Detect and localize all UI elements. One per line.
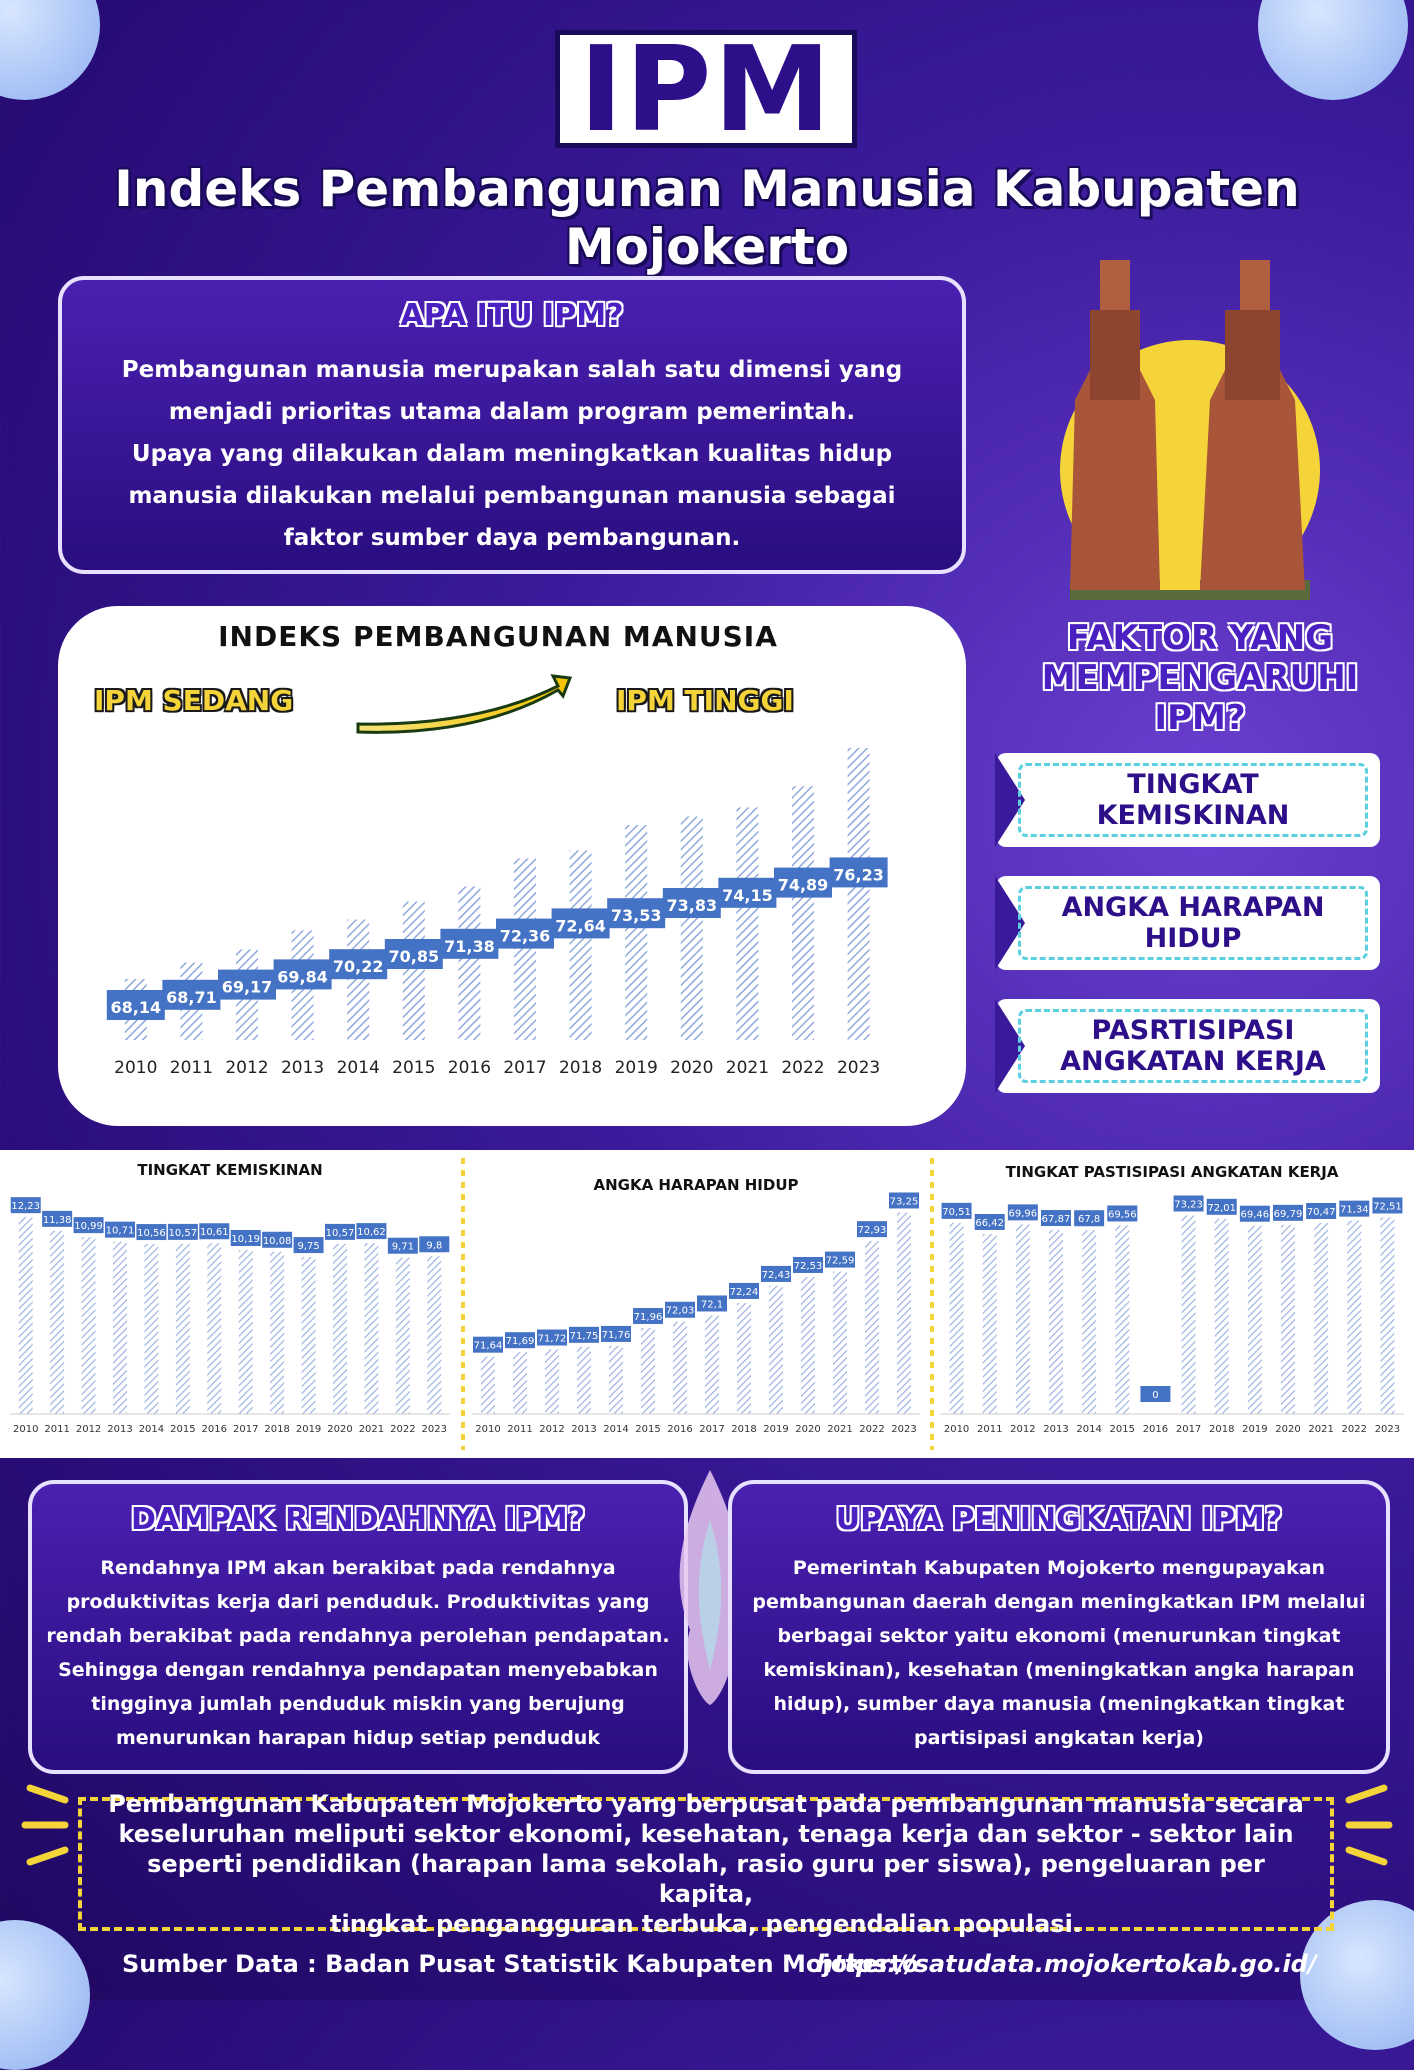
- tag-ipm-tinggi: IPM TINGGI: [616, 684, 794, 717]
- data-label: 71,69: [505, 1336, 535, 1348]
- data-label: 72,36: [499, 926, 551, 946]
- bar: [1016, 1224, 1030, 1414]
- data-label: 71,72: [537, 1333, 567, 1345]
- corner-decoration: [0, 0, 100, 100]
- bar-ipm-2019: [625, 825, 647, 1040]
- text-line: tingginya jumlah penduduk miskin yang berujung: [91, 1693, 625, 1715]
- small-charts: [0, 1150, 1414, 1458]
- tick-label: 2019: [1242, 1424, 1268, 1435]
- factor-item-harapan-hidup: [996, 876, 1380, 970]
- bar-ipm-2023: [848, 748, 870, 1040]
- bar: [737, 1303, 751, 1414]
- text-line: Pemerintah Kabupaten Mojokerto mengupayakan: [792, 1557, 1326, 1579]
- bar: [545, 1350, 559, 1414]
- data-label: 9,8: [426, 1240, 443, 1252]
- text-line: produktivitas kerja dari penduduk. Produktivitas yang: [66, 1591, 650, 1613]
- tick-label: 2013: [280, 1058, 325, 1078]
- data-label: 69,46: [1240, 1209, 1270, 1221]
- text-line: Sehingga dengan rendahnya pendapatan menyebabkan: [58, 1659, 658, 1681]
- text-line: menurunkan harapan hidup setiap penduduk: [116, 1727, 600, 1749]
- data-label: 67,87: [1041, 1214, 1071, 1226]
- tick-label: 2010: [943, 1424, 970, 1435]
- bar: [1281, 1225, 1295, 1414]
- bar: [113, 1242, 127, 1414]
- tick-label: 2013: [571, 1424, 597, 1435]
- data-label: 72,51: [1373, 1201, 1402, 1213]
- bar: [1082, 1230, 1096, 1414]
- data-label: 74,15: [722, 885, 773, 905]
- apa-itu-panel: [58, 276, 966, 574]
- data-label: 72,1: [700, 1299, 724, 1311]
- data-label: 72,43: [761, 1269, 791, 1281]
- data-label: 71,38: [444, 936, 495, 956]
- apa-itu-heading: APA ITU IPM?: [400, 298, 624, 333]
- tick-label: 2021: [1308, 1424, 1334, 1435]
- data-label: 69,84: [277, 967, 328, 987]
- tick-label: 2015: [392, 1058, 436, 1078]
- data-label: 72,01: [1207, 1202, 1237, 1214]
- tick-label: 2020: [327, 1424, 353, 1435]
- bar: [769, 1286, 783, 1414]
- sparkle-icon: [20, 1780, 70, 1870]
- tick-label: 2013: [1043, 1424, 1069, 1435]
- data-label: 10,57: [168, 1227, 198, 1239]
- text-line: kemiskinan), kesehatan (meningkatkan angka harapan: [763, 1659, 1355, 1681]
- dampak-text: [32, 1551, 684, 1755]
- text-line: tingkat pengangguran terbuka, pengendalian populasi.: [330, 1910, 1082, 1938]
- bar: [1347, 1221, 1361, 1414]
- bar: [176, 1244, 190, 1414]
- tick-label: 2023: [421, 1424, 448, 1435]
- data-label: 0: [1152, 1390, 1159, 1401]
- tick-label: 2021: [725, 1058, 770, 1078]
- bar: [1182, 1216, 1196, 1414]
- text-line: rendah berakibat pada rendahnya perolehan pendapatan.: [46, 1625, 670, 1647]
- bar-ipm-2018: [570, 850, 592, 1040]
- tick-label: 2019: [295, 1424, 322, 1435]
- tick-label: 2011: [507, 1424, 533, 1435]
- text-line: Pembangunan manusia merupakan salah satu dimensi yang: [121, 357, 903, 383]
- bar-ipm-2014: [347, 920, 369, 1040]
- bar: [1248, 1226, 1262, 1414]
- upaya-heading: UPAYA PENINGKATAN IPM?: [835, 1502, 1283, 1537]
- bar: [239, 1250, 253, 1414]
- data-label: 70,51: [942, 1206, 971, 1218]
- bar: [207, 1243, 221, 1414]
- tick-label: 2015: [1109, 1424, 1136, 1435]
- tick-label: 2017: [503, 1058, 547, 1078]
- bar-ipm-2015: [403, 902, 425, 1040]
- tick-label: 2014: [603, 1424, 629, 1435]
- data-label: 67,8: [1078, 1214, 1101, 1226]
- bar: [513, 1352, 527, 1414]
- sparkle-icon: [1344, 1780, 1394, 1870]
- dampak-heading: DAMPAK RENDAHNYA IPM?: [130, 1502, 586, 1537]
- data-label: 72,24: [729, 1286, 759, 1298]
- bar: [833, 1272, 847, 1414]
- bar: [1049, 1230, 1063, 1414]
- text-line: seperti pendidikan (harapan lama sekolah, rasio guru per siswa), pengeluaran per kapita,: [147, 1850, 1265, 1908]
- data-label: 9,75: [297, 1241, 320, 1253]
- bar: [19, 1217, 33, 1414]
- tick-label: 2022: [859, 1424, 885, 1435]
- data-label: 72,59: [825, 1255, 855, 1267]
- factor-line: HIDUP: [1144, 923, 1242, 954]
- tick-label: 2014: [336, 1058, 380, 1078]
- bar: [673, 1322, 687, 1414]
- data-label: 72,64: [555, 916, 606, 936]
- heading-line: FAKTOR YANG: [1066, 618, 1334, 658]
- factor-label: [1018, 763, 1368, 837]
- tick-label: 2016: [447, 1058, 492, 1078]
- tick-label: 2010: [12, 1424, 39, 1435]
- tick-label: 2023: [1374, 1424, 1401, 1435]
- bar: [50, 1231, 64, 1414]
- tick-label: 2019: [614, 1058, 658, 1078]
- text-line: faktor sumber daya pembangunan.: [283, 525, 741, 551]
- chart-title: TINGKAT PASTISIPASI ANGKATAN KERJA: [1005, 1163, 1339, 1181]
- data-label: 71,64: [473, 1340, 503, 1352]
- bar: [1314, 1223, 1328, 1414]
- data-label: 74,89: [777, 875, 829, 895]
- data-label: 69,79: [1273, 1208, 1303, 1220]
- tick-label: 2020: [670, 1058, 714, 1078]
- tick-label: 2016: [1142, 1424, 1169, 1435]
- data-label: 70,22: [332, 957, 384, 977]
- bar: [897, 1212, 911, 1414]
- factor-line: ANGKATAN KERJA: [1060, 1046, 1326, 1077]
- data-label: 72,03: [665, 1305, 695, 1317]
- chart-title: ANGKA HARAPAN HIDUP: [593, 1176, 799, 1194]
- data-label: 72,53: [793, 1260, 823, 1272]
- upaya-text: [732, 1551, 1386, 1755]
- factor-item-angkatan-kerja: [996, 999, 1380, 1093]
- data-label: 73,25: [889, 1196, 919, 1208]
- apa-itu-text: [62, 349, 962, 559]
- bar: [577, 1347, 591, 1414]
- tick-label: 2016: [667, 1424, 693, 1435]
- bar: [801, 1277, 815, 1414]
- tick-label: 2014: [1076, 1424, 1102, 1435]
- source-text: Sumber Data : Badan Pusat Statistik Kabupaten Mojokerto: [122, 1950, 919, 1978]
- tick-label: 2012: [539, 1424, 565, 1435]
- bar: [364, 1243, 378, 1414]
- data-label: 10,99: [74, 1221, 103, 1233]
- factor-line: TINGKAT: [1127, 769, 1259, 800]
- tick-label: 2018: [264, 1424, 290, 1435]
- tick-label: 2015: [170, 1424, 196, 1435]
- data-label: 10,57: [325, 1227, 355, 1239]
- text-line: Pembangunan Kabupaten Mojokerto yang berpusat pada pembangunan manusia secara: [108, 1790, 1304, 1818]
- bar: [302, 1257, 316, 1414]
- tick-label: 2021: [827, 1424, 853, 1435]
- data-label: 10,71: [105, 1225, 135, 1237]
- tick-label: 2018: [558, 1058, 603, 1078]
- tick-label: 2014: [138, 1424, 165, 1435]
- bar-ipm-2020: [681, 816, 703, 1040]
- upaya-panel: [728, 1480, 1390, 1774]
- bar: [865, 1241, 879, 1414]
- dampak-panel: [28, 1480, 688, 1774]
- text-line: berbagai sektor yaitu ekonomi (menurunkan tingkat: [777, 1625, 1341, 1647]
- data-label: 10,08: [262, 1235, 292, 1247]
- data-label: 10,62: [357, 1227, 386, 1239]
- text-line: hidup), sumber daya manusia (meningkatkan tingkat: [773, 1693, 1345, 1715]
- tick-label: 2023: [836, 1058, 881, 1078]
- data-label: 66,42: [975, 1217, 1005, 1229]
- tick-label: 2011: [44, 1424, 70, 1435]
- bar: [481, 1357, 495, 1414]
- bar: [1215, 1219, 1229, 1414]
- bar: [1380, 1217, 1394, 1414]
- tick-label: 2018: [1208, 1424, 1235, 1435]
- text-line: menjadi prioritas utama dalam program pemerintah.: [168, 399, 856, 425]
- bar: [396, 1258, 410, 1414]
- data-label: 10,56: [137, 1228, 166, 1240]
- data-label: 10,61: [199, 1227, 229, 1239]
- text-line: manusia dilakukan melalui pembangunan manusia sebagai: [128, 483, 896, 509]
- temple-illustration: [1030, 250, 1340, 600]
- data-label: 70,85: [388, 947, 440, 966]
- data-label: 70,47: [1306, 1206, 1336, 1218]
- tick-label: 2017: [1175, 1424, 1202, 1435]
- data-label: 71,96: [633, 1312, 663, 1324]
- tick-label: 2023: [891, 1424, 917, 1435]
- data-label: 68,71: [166, 987, 217, 1007]
- bar: [427, 1256, 441, 1414]
- corner-decoration: [1258, 0, 1408, 100]
- factors-heading: [1000, 618, 1400, 738]
- data-label: 10,19: [231, 1234, 261, 1246]
- tick-label: 2022: [1341, 1424, 1368, 1435]
- text-line: pembangunan daerah dengan meningkatkan IPM melalui: [752, 1591, 1366, 1613]
- tick-label: 2012: [225, 1058, 269, 1078]
- heading-line: IPM?: [1154, 698, 1246, 738]
- factor-label: [1018, 886, 1368, 960]
- data-label: 76,23: [833, 865, 884, 885]
- tick-label: 2021: [358, 1424, 385, 1435]
- bar: [641, 1328, 655, 1414]
- data-label: 69,17: [221, 977, 273, 997]
- tick-label: 2012: [1010, 1424, 1036, 1435]
- data-label: 68,14: [110, 998, 162, 1017]
- bar: [983, 1234, 997, 1414]
- bar-ipm-2021: [736, 807, 758, 1040]
- summary-box: [78, 1790, 1334, 1938]
- data-label: 73,53: [610, 906, 662, 926]
- tick-label: 2011: [169, 1058, 214, 1078]
- tick-label: 2011: [976, 1424, 1003, 1435]
- tick-label: 2012: [75, 1424, 102, 1435]
- bar: [333, 1244, 347, 1414]
- text-line: keseluruhan meliputi sektor ekonomi, kesehatan, tenaga kerja dan sektor - sektor lain: [118, 1820, 1294, 1848]
- text-line: partisipasi angkatan kerja): [914, 1727, 1204, 1749]
- data-label: 12,23: [11, 1201, 41, 1213]
- data-label: 69,96: [1008, 1208, 1038, 1220]
- tick-label: 2020: [1275, 1424, 1301, 1435]
- factor-line: PASRTISIPASI: [1091, 1015, 1295, 1046]
- bar: [950, 1223, 964, 1414]
- factor-item-kemiskinan: [996, 753, 1380, 847]
- bar: [270, 1252, 284, 1414]
- factor-line: ANGKA HARAPAN: [1061, 892, 1325, 923]
- data-label: 9,71: [391, 1241, 414, 1253]
- tick-label: 2010: [475, 1424, 501, 1435]
- tick-label: 2017: [232, 1424, 259, 1435]
- data-label: 73,83: [666, 896, 718, 915]
- data-label: 73,23: [1174, 1199, 1203, 1211]
- tag-ipm-sedang: IPM SEDANG: [94, 684, 294, 717]
- source-link[interactable]: https://satudata.mojokertokab.go.id/: [816, 1950, 1317, 1978]
- chart-title: TINGKAT KEMISKINAN: [137, 1161, 323, 1179]
- tick-label: 2017: [699, 1424, 725, 1435]
- data-label: 71,34: [1339, 1204, 1369, 1216]
- heading-line: MEMPENGARUHI: [1041, 658, 1359, 698]
- factor-label: [1018, 1009, 1368, 1083]
- bar-ipm-2016: [458, 886, 480, 1040]
- bar-ipm-2017: [514, 858, 536, 1040]
- data-label: 69,56: [1107, 1209, 1137, 1221]
- bar: [144, 1244, 158, 1414]
- tick-label: 2022: [390, 1424, 416, 1435]
- tick-label: 2015: [635, 1424, 661, 1435]
- data-label: 72,93: [857, 1225, 887, 1237]
- tick-label: 2013: [107, 1424, 133, 1435]
- text-line: Upaya yang dilakukan dalam meningkatkan kualitas hidup: [131, 441, 893, 467]
- page-title: IPM: [555, 30, 857, 148]
- data-label: 71,76: [601, 1329, 631, 1341]
- tick-label: 2019: [763, 1424, 789, 1435]
- bar: [705, 1315, 719, 1414]
- tick-label: 2018: [731, 1424, 757, 1435]
- tick-label: 2020: [795, 1424, 821, 1435]
- factor-line: KEMISKINAN: [1096, 800, 1290, 831]
- data-label: 71,75: [569, 1330, 599, 1342]
- page-subtitle: Indeks Pembangunan Manusia Kabupaten Mojokerto: [114, 160, 1300, 276]
- corner-decoration: [0, 1920, 90, 2070]
- bar-ipm-2022: [792, 786, 814, 1040]
- tick-label: 2022: [781, 1058, 825, 1078]
- chart-title: INDEKS PEMBANGUNAN MANUSIA: [218, 620, 778, 653]
- tick-label: 2016: [201, 1424, 228, 1435]
- trend-arrow-icon: [358, 676, 570, 732]
- tick-label: 2010: [114, 1058, 158, 1078]
- data-label: 11,38: [42, 1214, 72, 1226]
- bar: [82, 1237, 96, 1414]
- bar: [1115, 1225, 1129, 1414]
- text-line: Rendahnya IPM akan berakibat pada rendahnya: [100, 1557, 616, 1579]
- bar: [609, 1346, 623, 1414]
